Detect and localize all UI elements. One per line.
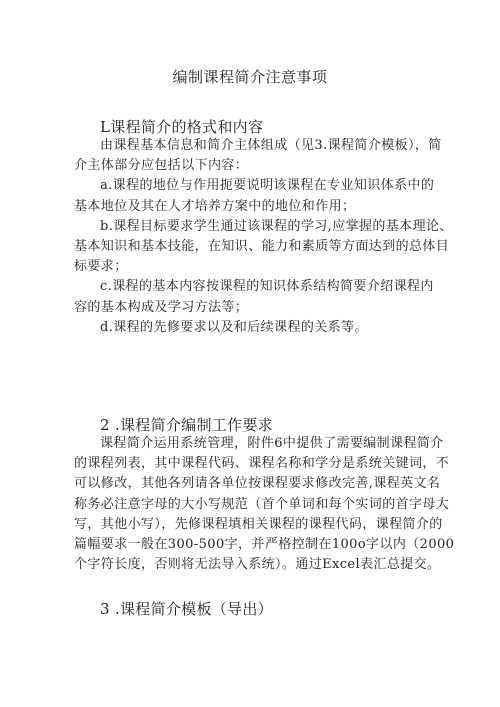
paragraph-line: 容的基本构成及学习方法等； [74, 299, 249, 315]
section-2-body [74, 434, 455, 575]
paragraph-line: 介主体部分应包括以下内容： [74, 158, 249, 174]
paragraph-line: 可以修改，其他各列请各单位按课程要求修改完善,课程英文名 [74, 476, 441, 492]
paragraph-line: b.课程目标要求学生通过该课程的学习,应掌握的基本理论、 [100, 218, 453, 234]
section-1-heading: L课程简介的格式和内容 [100, 118, 264, 136]
paragraph-line: 基本知识和基本技能，在知识、能力和素质等方面达到的总体目 [74, 238, 450, 254]
paragraph-line: c.课程的基本内容按课程的知识体系结构简要介绍课程内 [100, 279, 434, 295]
paragraph-line: 课程简介运用系统管理，附件6中提供了需要编制课程简介 [100, 436, 444, 451]
section-2-heading: 2 .课程简介编制工作要求 [100, 416, 273, 434]
section-1-body [74, 136, 453, 338]
paragraph-line: 个字符长度，否则将无法导入系统）。通过Excel表汇总提交。 [74, 557, 441, 573]
paragraph-line: 称务必注意字母的大小写规范（首个单词和每个实词的首字母大 [74, 496, 450, 512]
paragraph-line: a.课程的地位与作用扼要说明该课程在专业知识体系中的 [100, 178, 435, 194]
paragraph-line: 写，其他小写），先修课程填相关课程的课程代码，课程简介的 [74, 516, 443, 532]
document-title: 编制课程简介注意事项 [172, 68, 328, 86]
paragraph-line: d.课程的先修要求以及和后续课程的关系等。 [100, 319, 368, 335]
paragraph-line: 标要求； [74, 259, 128, 275]
paragraph-line: 基本地位及其在人才培养方案中的地位和作用； [74, 198, 356, 214]
section-3-heading: 3 .课程简介模板（导出） [100, 600, 273, 618]
paragraph-line: 的课程列表，其中课程代码、课程名称和学分是系统关键词，不 [74, 456, 450, 472]
paragraph-line: 篇幅要求一般在300-500字，并严格控制在100o字以内（2000 [74, 536, 455, 552]
paragraph-line: 由课程基本信息和简介主体组成（见3.课程简介模板），简 [100, 138, 442, 153]
